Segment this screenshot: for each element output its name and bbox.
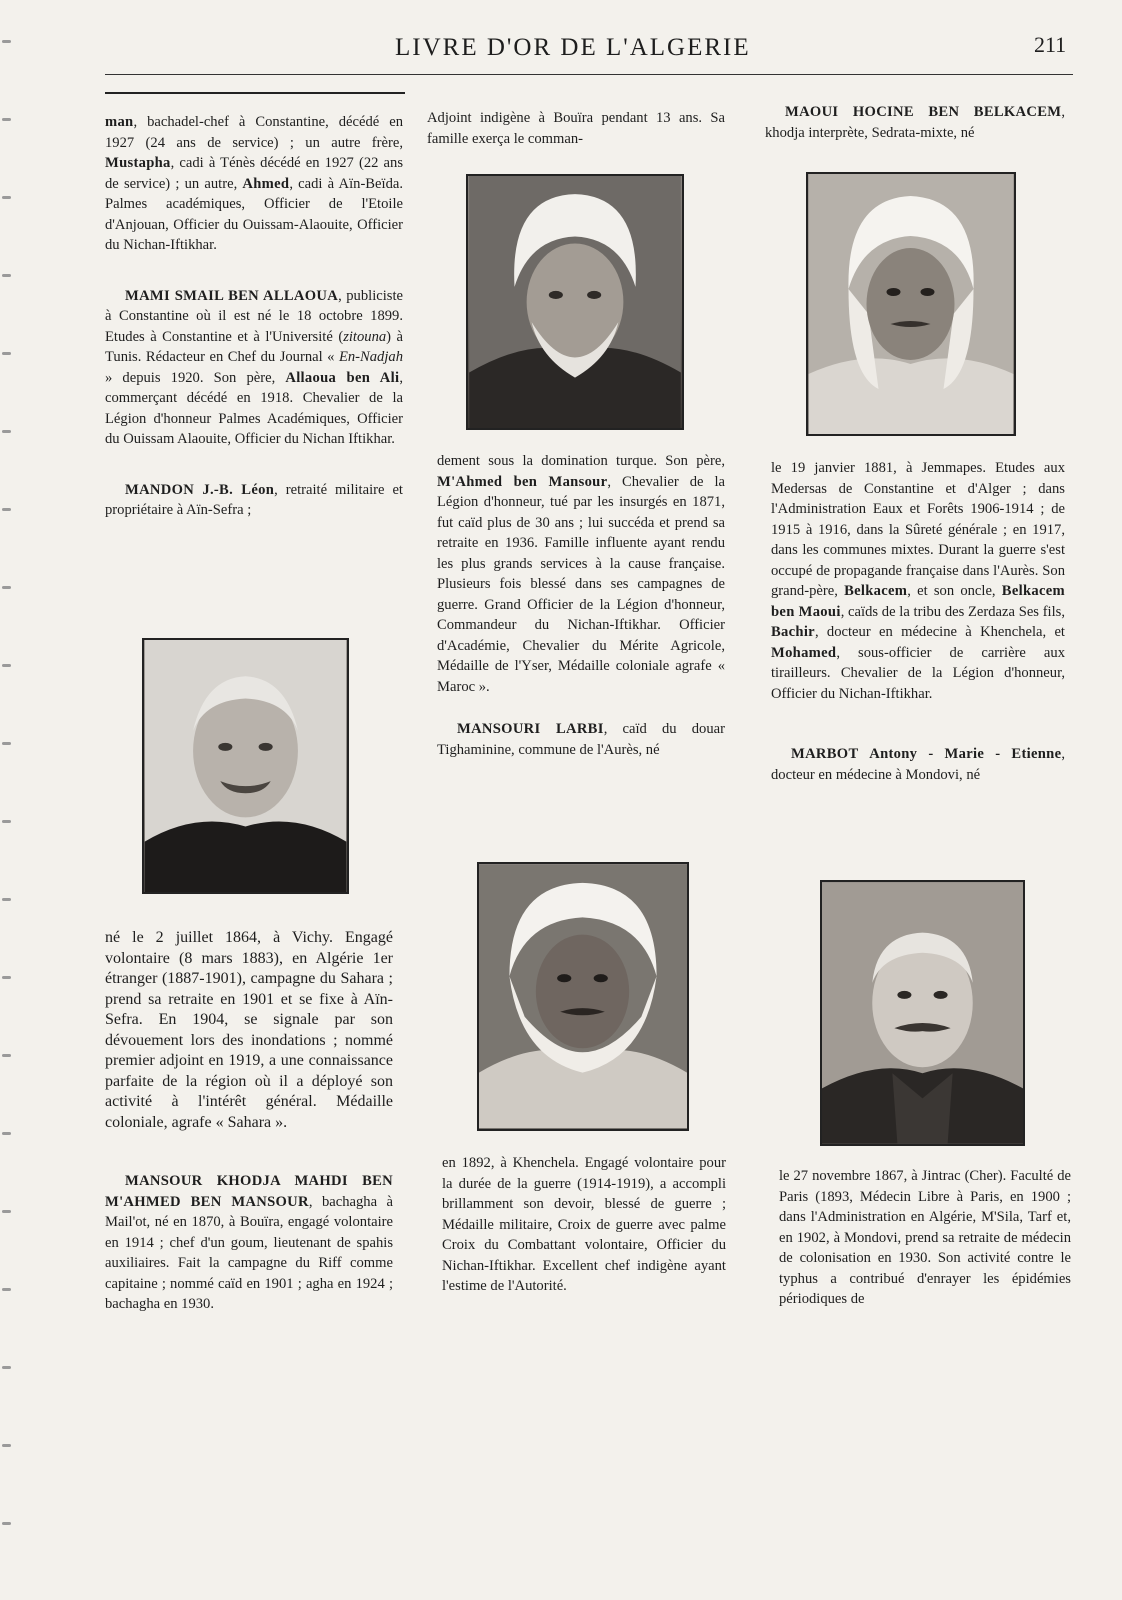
- column-1: [105, 112, 403, 521]
- entry-mandon: MANDON J.-B. Léon, retraité militaire et propriétaire à Aïn-Sefra ;: [105, 481, 403, 518]
- entry-marbot-body: le 27 novembre 1867, à Jintrac (Cher). Faculté de Paris (1893, Médecin Libre à Paris, en 1900 ; dans l'Administration en Algérie, M'Sila, Tarf et, en 1902, à Mondovi, prend sa retraite de médecin de colonisation en 1930. Son activité contre le typhus a contribué d'enrayer les épidémies périodiques de: [779, 1168, 1071, 1307]
- entry-maoui: MAOUI HOCINE BEN BELKACEM, khodja interprète, Sedrata-mixte, né: [765, 104, 1065, 141]
- entry-maoui-body: le 19 janvier 1881, à Jemmapes. Etudes aux Medersas de Constantine et d'Alger ; dans l'Administration Eaux et Forêts 1906-1914 ; de 1915 à 1916, dans la Sûreté générale ; en 1917, dans les communes mixtes. Durant la guerre s'est occupé de propagande française dans l'Aurès. Son grand-père, Belkacem, et son oncle, Belkacem ben Maoui, caïds de la tribu des Zerdaza Ses fils, Bachir, docteur en médecine à Khenchela, et Mohamed, sous-officier de carrière aux tirailleurs. Chevalier de la Légion d'honneur, Officier du Nichan-Iftikhar.: [771, 460, 1065, 702]
- column-1-lower: [105, 928, 393, 1315]
- entry-continuation: man, bachadel-chef à Constantine, décédé en 1927 (24 ans de service) ; un autre frère, Mustapha, cadi à Ténès décédé en 1927 (22 ans de service) ; un autre, Ahmed, cadi à Aïn-Beïda. Palmes académiques, Officier de l'Etoile d'Anjouan, Officier du Ouissam-Alaouite, Officier du Nichan-Iftikhar.: [105, 114, 403, 253]
- portrait-photo-larbi: [477, 862, 689, 1131]
- portrait-mandon-image: [144, 640, 347, 892]
- page-header-title: LIVRE D'OR DE L'ALGERIE: [395, 34, 751, 61]
- column-rule: [105, 92, 405, 94]
- entry-name: MAOUI HOCINE BEN BELKACEM: [785, 104, 1062, 120]
- header-rule: [105, 74, 1073, 75]
- person-name: Ahmed: [242, 175, 290, 192]
- column-2-middle: [437, 451, 725, 760]
- portrait-maoui-image: [808, 174, 1014, 434]
- column-3-middle: [771, 458, 1065, 785]
- column-3: [765, 102, 1065, 143]
- entry-mami: MAMI SMAIL BEN ALLAOUA, publiciste à Constantine où il est né le 18 octobre 1899. Etudes à Constantine et à l'Université (zitouna) à Tunis. Rédacteur en Chef du Journal « En-Nadjah » depuis 1920. Son père, Allaoua ben Ali, commerçant décédé en 1918. Chevalier de la Légion d'honneur Palmes Académiques, Officier du Ouissam Alaouite, Officier du Nichan Iftikhar.: [105, 287, 403, 447]
- entry-name: MANDON J.-B. Léon: [125, 481, 275, 498]
- person-name: man: [105, 114, 134, 130]
- entry-marbot: MARBOT Antony - Marie - Etienne, docteur en médecine à Mondovi, né: [771, 746, 1065, 783]
- column-2: [427, 108, 725, 149]
- column-3-lower: [779, 1166, 1071, 1310]
- portrait-mansour-image: [468, 176, 682, 428]
- portrait-photo-marbot: [820, 880, 1025, 1146]
- portrait-larbi-image: [479, 864, 687, 1129]
- portrait-photo-maoui: [806, 172, 1016, 436]
- entry-name: MAMI SMAIL BEN ALLAOUA: [125, 287, 339, 304]
- page-number: 211: [1034, 32, 1067, 57]
- entry-mansour-body: dement sous la domination turque. Son père, M'Ahmed ben Mansour, Chevalier de la Légion d'honneur, tué par les insurgés en 1871, fut caïd plus de 30 ans ; lui succéda et prend sa retraite en 1936. Famille influente ayant rendu les plus grands services à la cause française. Plusieurs fois blessé dans ses campagnes de guerre. Grand Officier de la Légion d'honneur, Commandeur du Nichan-Iftikhar. Officier d'Académie, Chevalier du Mérite Agricole, Médaille de l'Yser, Médaille coloniale agrafe « Maroc ».: [437, 453, 725, 695]
- entry-name: MANSOUR KHODJA MAHDI BEN M'AHMED BEN MANSOUR: [105, 1173, 393, 1210]
- entry-mansour-continued: Adjoint indigène à Bouïra pendant 13 ans. Sa famille exerça le comman-: [427, 110, 725, 147]
- portrait-photo-mansour: [466, 174, 684, 430]
- entry-larbi: MANSOURI LARBI, caïd du douar Tighaminine, commune de l'Aurès, né: [437, 721, 725, 758]
- entry-mandon-body: né le 2 juillet 1864, à Vichy. Engagé volontaire (8 mars 1883), en Algérie 1er étranger (1887-1901), campagne du Sahara ; prend sa retraite en 1901 et se fixe à Aïn-Sefra. En 1904, se signale par son dévouement lors des inondations ; nommé premier adjoint en 1919, a une connaissance parfaite de la région où il a déployé son activité à l'intérêt général. Médaille coloniale, agrafe « Sahara ».: [105, 929, 393, 1131]
- portrait-photo-mandon: [142, 638, 349, 894]
- entry-name: MARBOT: [791, 746, 859, 762]
- portrait-marbot-image: [822, 882, 1023, 1144]
- entry-mansour: MANSOUR KHODJA MAHDI BEN M'AHMED BEN MANSOUR, bachagha à Mail'ot, né en 1870, à Bouïra, engagé volontaire en 1914 ; chef d'un goum, lieutenant de spahis auxiliaires. Fait la campagne du Riff comme capitaine ; nommé caïd en 1901 ; agha en 1924 ; bachagha en 1930.: [105, 1173, 393, 1312]
- entry-larbi-body: en 1892, à Khenchela. Engagé volontaire pour la durée de la guerre (1914-1919), a accompli brillamment son devoir, blessé de guerre ; Médaille militaire, Croix de guerre avec palme Croix du Combattant volontaire, Officier du Nichan-Iftikhar. Excellent chef indigène ayant l'estime de l'Autorité.: [442, 1155, 726, 1294]
- person-name: Mustapha: [105, 155, 171, 171]
- binding-edge: [0, 0, 22, 1600]
- entry-name: MANSOURI LARBI: [457, 721, 604, 737]
- column-2-lower: [442, 1153, 726, 1297]
